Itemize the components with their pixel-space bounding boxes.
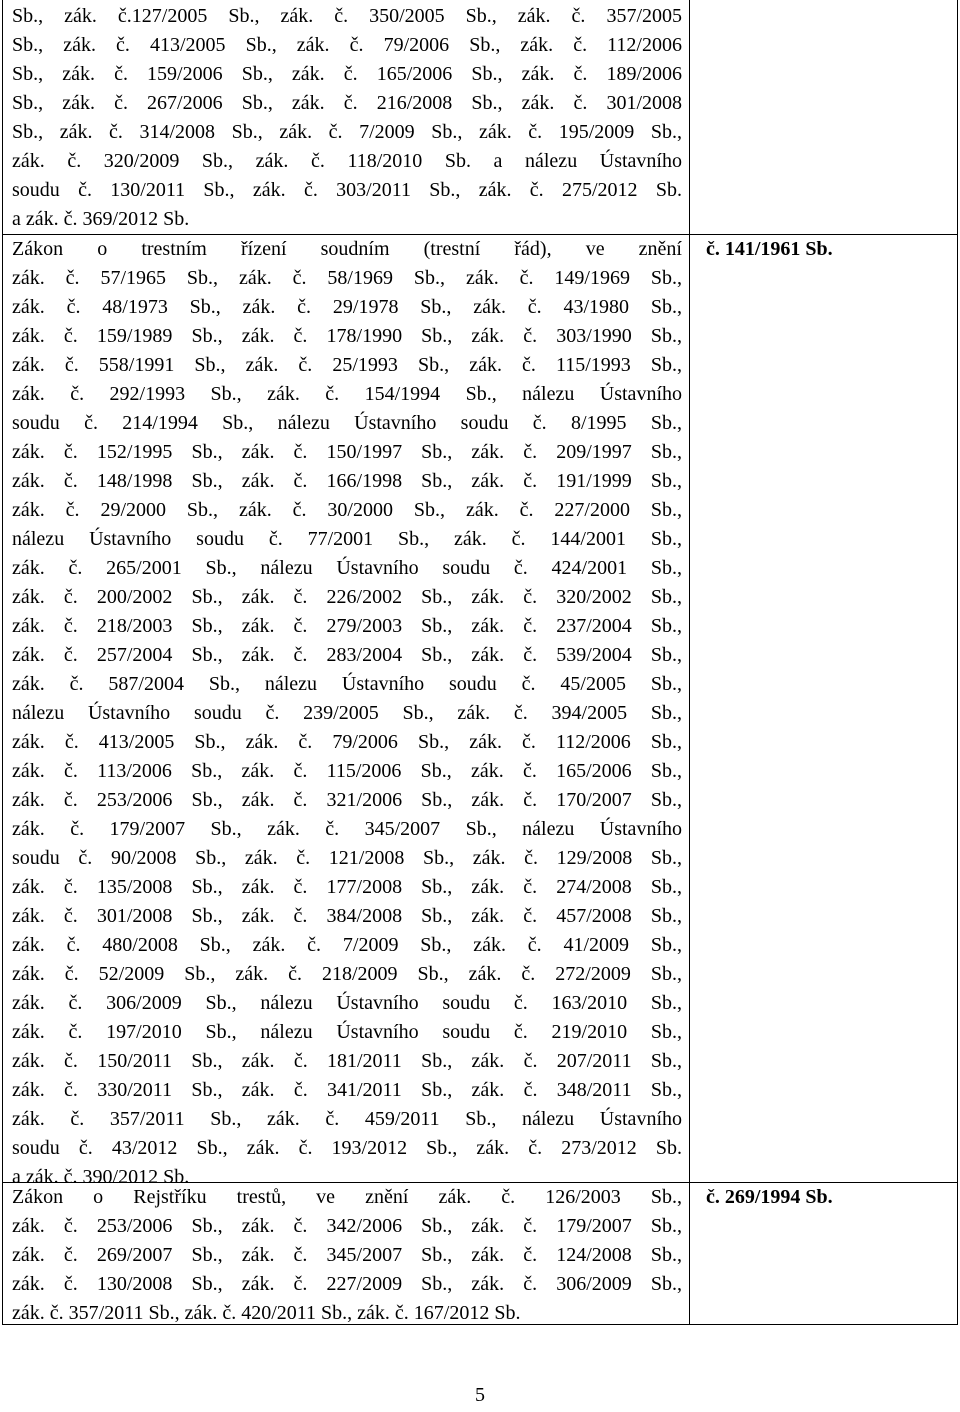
- text-line: zák. č. 130/2008 Sb., zák. č. 227/2009 Sb., zák. č. 306/2009 Sb.,: [12, 1273, 682, 1295]
- text-line: zák. č. 200/2002 Sb., zák. č. 226/2002 Sb., zák. č. 320/2002 Sb.,: [12, 586, 682, 608]
- text-line: zák. č. 269/2007 Sb., zák. č. 345/2007 Sb., zák. č. 124/2008 Sb.,: [12, 1244, 682, 1266]
- text-line: Sb., zák. č.127/2005 Sb., zák. č. 350/2005 Sb., zák. č. 357/2005: [12, 5, 682, 27]
- text-line: zák. č. 148/1998 Sb., zák. č. 166/1998 Sb., zák. č. 191/1999 Sb.,: [12, 470, 682, 492]
- text-line: zák. č. 197/2010 Sb., nálezu Ústavního soudu č. 219/2010 Sb.,: [12, 1021, 682, 1043]
- text-line: zák. č. 480/2008 Sb., zák. č. 7/2009 Sb., zák. č. 41/2009 Sb.,: [12, 934, 682, 956]
- text-line: zák. č. 413/2005 Sb., zák. č. 79/2006 Sb., zák. č. 112/2006 Sb.,: [12, 731, 682, 753]
- text-line: zák. č. 357/2011 Sb., zák. č. 459/2011 Sb., nálezu Ústavního: [12, 1108, 682, 1130]
- text-line: soudu č. 90/2008 Sb., zák. č. 121/2008 Sb., zák. č. 129/2008 Sb.,: [12, 847, 682, 869]
- text-line: zák. č. 150/2011 Sb., zák. č. 181/2011 Sb., zák. č. 207/2011 Sb.,: [12, 1050, 682, 1072]
- text-line: zák. č. 48/1973 Sb., zák. č. 29/1978 Sb., zák. č. 43/1980 Sb.,: [12, 296, 682, 318]
- text-line: Zákon o Rejstříku trestů, ve znění zák. č. 126/2003 Sb.,: [12, 1186, 682, 1208]
- text-line: zák. č. 587/2004 Sb., nálezu Ústavního soudu č. 45/2005 Sb.,: [12, 673, 682, 695]
- text-line: soudu č. 43/2012 Sb., zák. č. 193/2012 Sb., zák. č. 273/2012 Sb.: [12, 1137, 682, 1159]
- text-line: zák. č. 29/2000 Sb., zák. č. 30/2000 Sb., zák. č. 227/2000 Sb.,: [12, 499, 682, 521]
- page-number: 5: [475, 1384, 485, 1406]
- row-3-reference: č. 269/1994 Sb.: [706, 1186, 833, 1208]
- text-line: zák. č. 558/1991 Sb., zák. č. 25/1993 Sb., zák. č. 115/1993 Sb.,: [12, 354, 682, 376]
- text-line: zák. č. 253/2006 Sb., zák. č. 342/2006 Sb., zák. č. 179/2007 Sb.,: [12, 1215, 682, 1237]
- text-line: zák. č. 330/2011 Sb., zák. č. 341/2011 Sb., zák. č. 348/2011 Sb.,: [12, 1079, 682, 1101]
- text-line: soudu č. 130/2011 Sb., zák. č. 303/2011 Sb., zák. č. 275/2012 Sb.: [12, 179, 682, 201]
- text-line: zák. č. 292/1993 Sb., zák. č. 154/1994 Sb., nálezu Ústavního: [12, 383, 682, 405]
- text-line: zák. č. 57/1965 Sb., zák. č. 58/1969 Sb., zák. č. 149/1969 Sb.,: [12, 267, 682, 289]
- text-line: Zákon o trestním řízení soudním (trestní řád), ve znění: [12, 238, 682, 260]
- text-line: zák. č. 179/2007 Sb., zák. č. 345/2007 Sb., nálezu Ústavního: [12, 818, 682, 840]
- text-line: a zák. č. 390/2012 Sb.: [12, 1166, 190, 1188]
- text-line: Sb., zák. č. 267/2006 Sb., zák. č. 216/2008 Sb., zák. č. 301/2008: [12, 92, 682, 114]
- row-2-description: [12, 235, 682, 1192]
- text-line: Sb., zák. č. 413/2005 Sb., zák. č. 79/2006 Sb., zák. č. 112/2006: [12, 34, 682, 56]
- text-line: zák. č. 320/2009 Sb., zák. č. 118/2010 Sb. a nálezu Ústavního: [12, 150, 682, 172]
- column-divider: [689, 0, 690, 1325]
- text-line: zák. č. 265/2001 Sb., nálezu Ústavního soudu č. 424/2001 Sb.,: [12, 557, 682, 579]
- text-line: zák. č. 357/2011 Sb., zák. č. 420/2011 Sb., zák. č. 167/2012 Sb.: [12, 1302, 521, 1324]
- text-line: zák. č. 113/2006 Sb., zák. č. 115/2006 Sb., zák. č. 165/2006 Sb.,: [12, 760, 682, 782]
- text-line: zák. č. 301/2008 Sb., zák. č. 384/2008 Sb., zák. č. 457/2008 Sb.,: [12, 905, 682, 927]
- text-line: zák. č. 253/2006 Sb., zák. č. 321/2006 Sb., zák. č. 170/2007 Sb.,: [12, 789, 682, 811]
- text-line: zák. č. 152/1995 Sb., zák. č. 150/1997 Sb., zák. č. 209/1997 Sb.,: [12, 441, 682, 463]
- text-line: zák. č. 159/1989 Sb., zák. č. 178/1990 Sb., zák. č. 303/1990 Sb.,: [12, 325, 682, 347]
- text-line: zák. č. 218/2003 Sb., zák. č. 279/2003 Sb., zák. č. 237/2004 Sb.,: [12, 615, 682, 637]
- text-line: zák. č. 306/2009 Sb., nálezu Ústavního soudu č. 163/2010 Sb.,: [12, 992, 682, 1014]
- text-line: nálezu Ústavního soudu č. 77/2001 Sb., zák. č. 144/2001 Sb.,: [12, 528, 682, 550]
- row-1-description: [12, 2, 682, 234]
- text-line: nálezu Ústavního soudu č. 239/2005 Sb., zák. č. 394/2005 Sb.,: [12, 702, 682, 724]
- row-2-reference: č. 141/1961 Sb.: [706, 238, 833, 260]
- row-3-description: [12, 1183, 682, 1328]
- text-line: Sb., zák. č. 314/2008 Sb., zák. č. 7/2009 Sb., zák. č. 195/2009 Sb.,: [12, 121, 682, 143]
- text-line: zák. č. 135/2008 Sb., zák. č. 177/2008 Sb., zák. č. 274/2008 Sb.,: [12, 876, 682, 898]
- text-line: soudu č. 214/1994 Sb., nálezu Ústavního soudu č. 8/1995 Sb.,: [12, 412, 682, 434]
- text-line: Sb., zák. č. 159/2006 Sb., zák. č. 165/2006 Sb., zák. č. 189/2006: [12, 63, 682, 85]
- text-line: a zák. č. 369/2012 Sb.: [12, 208, 190, 230]
- text-line: zák. č. 52/2009 Sb., zák. č. 218/2009 Sb., zák. č. 272/2009 Sb.,: [12, 963, 682, 985]
- text-line: zák. č. 257/2004 Sb., zák. č. 283/2004 Sb., zák. č. 539/2004 Sb.,: [12, 644, 682, 666]
